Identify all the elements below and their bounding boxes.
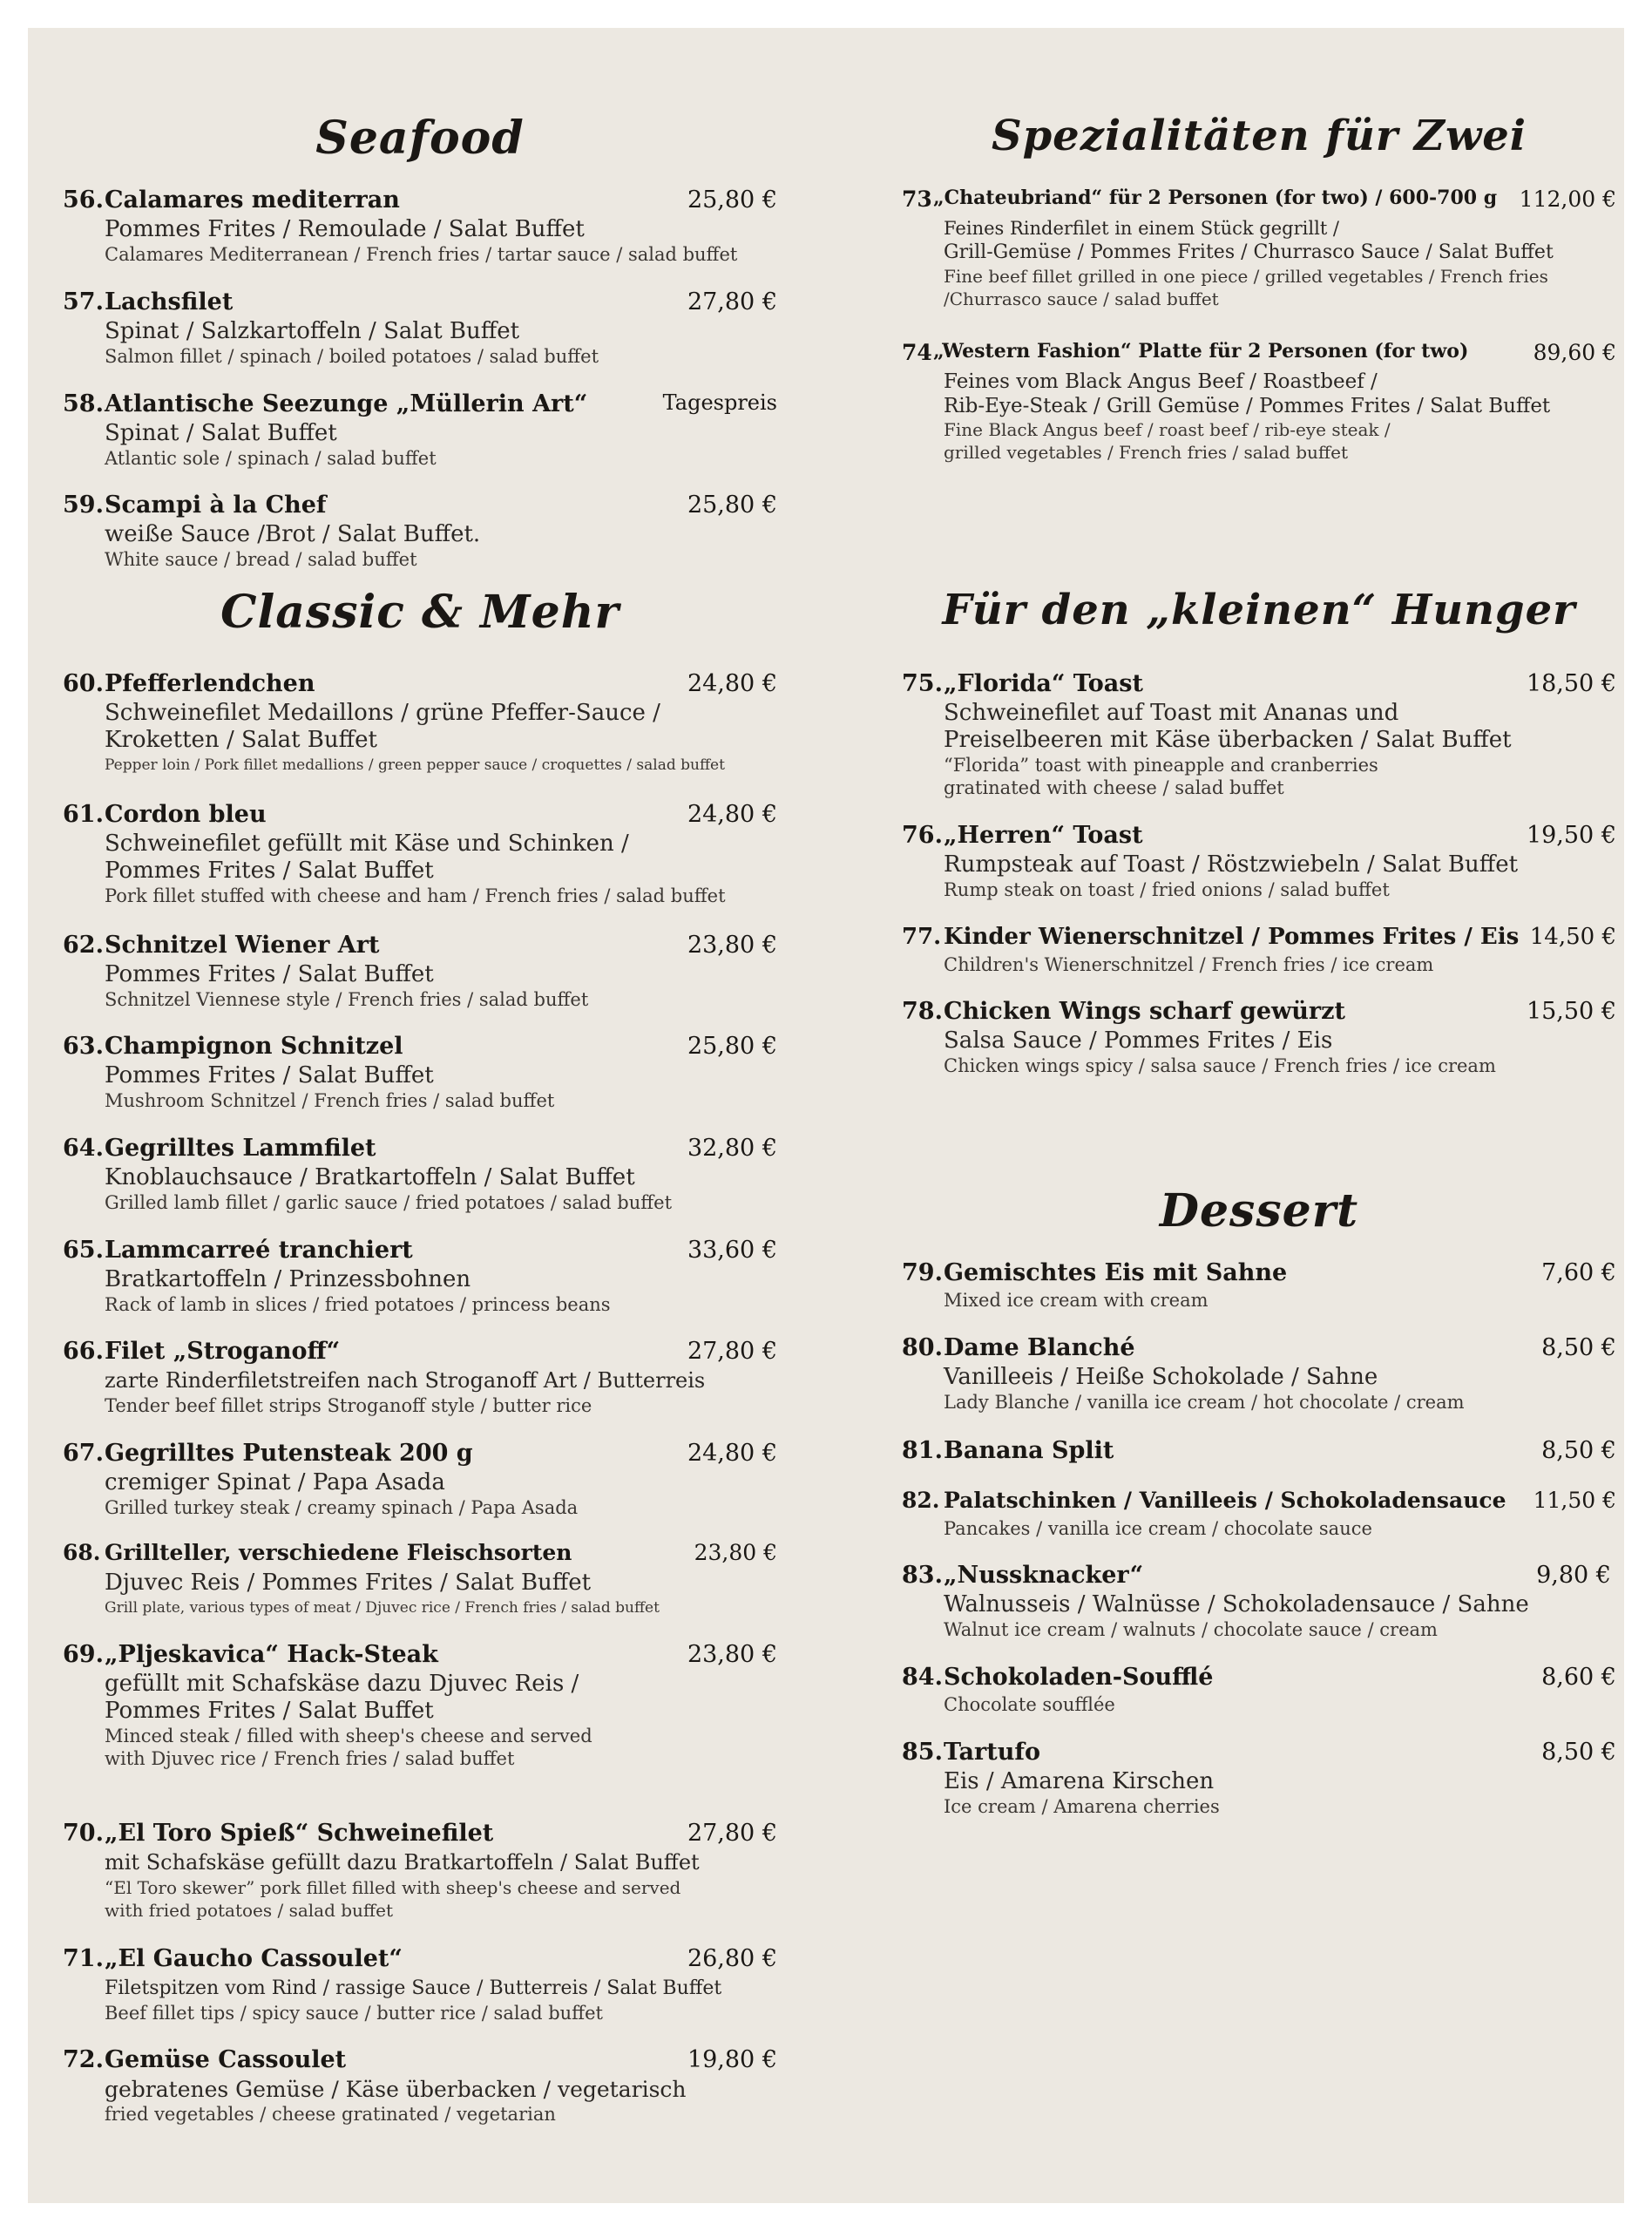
menu-item-81 bbox=[902, 1437, 1616, 1467]
item-translation: Atlantic sole / spinach / salad buffet bbox=[105, 448, 437, 469]
menu-item-80 bbox=[902, 1334, 1616, 1414]
item-number: 73 bbox=[902, 186, 932, 212]
item-translation: Chocolate soufflée bbox=[944, 1694, 1115, 1715]
item-description: Filetspitzen vom Rind / rassige Sauce / Butterreis / Salat Buffet bbox=[105, 1977, 722, 1999]
item-name: Gemüse Cassoulet bbox=[105, 2046, 347, 2073]
item-name: Grillteller, verschiedene Fleischsorten bbox=[105, 1540, 572, 1565]
item-name: „Western Fashion“ Platte für 2 Personen (for two) bbox=[933, 340, 1469, 363]
item-translation: Fine Black Angus beef / roast beef / rib-eye steak / bbox=[944, 419, 1391, 440]
item-description: gebratenes Gemüse / Käse überbacken / vegetarisch bbox=[105, 2077, 687, 2102]
item-price: 32,80 € bbox=[687, 1135, 777, 1162]
item-number: 77. bbox=[902, 924, 942, 950]
zwei-heading: Spezialitäten für Zwei bbox=[991, 112, 1527, 160]
item-description: Spinat / Salzkartoffeln / Salat Buffet bbox=[105, 318, 520, 344]
item-number: 80. bbox=[902, 1334, 943, 1361]
item-description: Knoblauchsauce / Bratkartoffeln / Salat Buffet bbox=[105, 1164, 635, 1190]
item-translation: Fine beef fillet grilled in one piece / grilled vegetables / French fries bbox=[944, 266, 1548, 287]
item-number: 60. bbox=[63, 670, 104, 697]
menu-item-64 bbox=[63, 1135, 777, 1214]
item-translation-line2: with fried potatoes / salad buffet bbox=[105, 1900, 394, 1921]
menu-item-59 bbox=[63, 492, 777, 571]
item-description: Eis / Amarena Kirschen bbox=[944, 1768, 1215, 1794]
item-description: zarte Rinderfiletstreifen nach Stroganoff Art / Butterreis bbox=[105, 1368, 706, 1393]
menu-item-58 bbox=[63, 390, 777, 470]
item-number: 57. bbox=[63, 288, 104, 315]
item-name: Lammcarreé tranchiert bbox=[105, 1237, 413, 1264]
item-name: Palatschinken / Vanilleeis / Schokoladensauce bbox=[944, 1488, 1506, 1513]
item-number: 76. bbox=[902, 822, 943, 849]
item-price: 33,60 € bbox=[687, 1237, 777, 1264]
item-description: cremiger Spinat / Papa Asada bbox=[105, 1469, 445, 1495]
item-name: Pfefferlendchen bbox=[105, 670, 315, 697]
item-number: 64. bbox=[63, 1135, 104, 1162]
menu-item-62 bbox=[63, 932, 777, 1011]
item-description: mit Schafskäse gefüllt dazu Bratkartoffeln / Salat Buffet bbox=[105, 1850, 700, 1875]
item-number: 82. bbox=[902, 1488, 940, 1513]
item-description-line2: Pommes Frites / Salat Buffet bbox=[105, 1698, 434, 1724]
menu-item-57 bbox=[63, 288, 777, 368]
menu-item-77 bbox=[902, 924, 1616, 976]
menu-item-76 bbox=[902, 822, 1616, 901]
item-description: Pommes Frites / Salat Buffet bbox=[105, 1062, 434, 1088]
item-number: 84. bbox=[902, 1664, 943, 1691]
item-number: 74 bbox=[902, 340, 932, 365]
item-price: 24,80 € bbox=[687, 801, 777, 828]
item-price: 9,80 € bbox=[1536, 1562, 1611, 1589]
item-translation: fried vegetables / cheese gratinated / vegetarian bbox=[105, 2104, 556, 2125]
menu-item-84 bbox=[902, 1664, 1616, 1716]
seafood-heading: Seafood bbox=[315, 112, 525, 165]
item-price: 8,60 € bbox=[1541, 1664, 1616, 1691]
item-price: 19,50 € bbox=[1526, 822, 1616, 849]
item-number: 69. bbox=[63, 1641, 104, 1668]
item-price: 27,80 € bbox=[687, 288, 777, 315]
item-number: 62. bbox=[63, 932, 104, 959]
item-description: Schweinefilet Medaillons / grüne Pfeffer-Sauce / bbox=[105, 700, 660, 726]
item-translation-line2: with Djuvec rice / French fries / salad buffet bbox=[105, 1748, 515, 1769]
item-number: 66. bbox=[63, 1338, 104, 1365]
item-description: Pommes Frites / Salat Buffet bbox=[105, 961, 434, 987]
item-translation: Children's Wienerschnitzel / French fries / ice cream bbox=[944, 954, 1434, 975]
item-name: Kinder Wienerschnitzel / Pommes Frites / Eis bbox=[944, 924, 1520, 950]
menu-page bbox=[28, 28, 1624, 2203]
item-price: 19,80 € bbox=[687, 2046, 777, 2073]
menu-item-66 bbox=[63, 1338, 777, 1417]
menu-item-73 bbox=[902, 186, 1616, 310]
item-name: „Nussknacker“ bbox=[944, 1562, 1144, 1589]
item-number: 81. bbox=[902, 1437, 943, 1464]
item-description: Feines Rinderfilet in einem Stück gegrillt / bbox=[944, 218, 1340, 239]
item-number: 71. bbox=[63, 1945, 104, 1972]
item-name: Gegrilltes Putensteak 200 g bbox=[105, 1440, 473, 1467]
item-name: Schokoladen-Soufflé bbox=[944, 1664, 1214, 1691]
menu-item-74 bbox=[902, 340, 1616, 464]
item-name: Calamares mediterran bbox=[105, 186, 400, 214]
item-description: Salsa Sauce / Pommes Frites / Eis bbox=[944, 1027, 1333, 1054]
item-name: „El Gaucho Cassoulet“ bbox=[105, 1945, 403, 1972]
item-number: 78. bbox=[902, 998, 943, 1025]
item-translation: Minced steak / filled with sheep's cheese and served bbox=[105, 1726, 592, 1746]
item-name: Scampi à la Chef bbox=[105, 492, 327, 519]
item-number: 59. bbox=[63, 492, 104, 519]
item-price: 8,50 € bbox=[1541, 1739, 1616, 1766]
item-name: „Chateubriand“ für 2 Personen (for two) / 600-700 g bbox=[933, 186, 1498, 209]
item-price: 25,80 € bbox=[687, 1033, 777, 1060]
item-description: Djuvec Reis / Pommes Frites / Salat Buffet bbox=[105, 1570, 592, 1596]
dessert-heading: Dessert bbox=[1159, 1184, 1359, 1238]
menu-item-85 bbox=[902, 1739, 1616, 1818]
item-translation: Pork fillet stuffed with cheese and ham / French fries / salad buffet bbox=[105, 885, 726, 906]
menu-item-78 bbox=[902, 998, 1616, 1077]
item-translation-line2: grilled vegetables / French fries / salad buffet bbox=[944, 442, 1348, 463]
item-description: gefüllt mit Schafskäse dazu Djuvec Reis / bbox=[105, 1671, 579, 1697]
item-translation: Mushroom Schnitzel / French fries / salad buffet bbox=[105, 1090, 555, 1111]
menu-item-82 bbox=[902, 1488, 1616, 1540]
item-number: 63. bbox=[63, 1033, 104, 1060]
item-number: 61. bbox=[63, 801, 104, 828]
item-name: „Florida“ Toast bbox=[944, 670, 1143, 697]
item-name: Cordon bleu bbox=[105, 801, 267, 828]
item-name: Banana Split bbox=[944, 1437, 1114, 1464]
item-price: 15,50 € bbox=[1526, 998, 1616, 1025]
item-translation: Ice cream / Amarena cherries bbox=[944, 1796, 1220, 1817]
item-price: 24,80 € bbox=[687, 670, 777, 697]
item-number: 68. bbox=[63, 1540, 101, 1565]
item-translation: Pancakes / vanilla ice cream / chocolate sauce bbox=[944, 1518, 1372, 1539]
item-translation: Tender beef fillet strips Stroganoff style / butter rice bbox=[105, 1395, 592, 1416]
menu-item-72 bbox=[63, 2046, 777, 2126]
item-price: 23,80 € bbox=[687, 1641, 777, 1668]
menu-item-67 bbox=[63, 1440, 777, 1519]
item-price: 11,50 € bbox=[1533, 1488, 1616, 1513]
item-translation: Grilled turkey steak / creamy spinach / Papa Asada bbox=[105, 1497, 579, 1518]
item-name: Gegrilltes Lammfilet bbox=[105, 1135, 376, 1162]
item-number: 65. bbox=[63, 1237, 104, 1264]
item-price: 89,60 € bbox=[1533, 340, 1616, 365]
item-description-line2: Preiselbeeren mit Käse überbacken / Salat Buffet bbox=[944, 727, 1512, 753]
menu-item-61 bbox=[63, 801, 777, 907]
item-name: „Herren“ Toast bbox=[944, 822, 1143, 849]
item-number: 70. bbox=[63, 1820, 104, 1847]
item-price: Tagespreis bbox=[662, 390, 777, 415]
item-description: Walnusseis / Walnüsse / Schokoladensauce / Sahne bbox=[944, 1591, 1529, 1617]
item-description: Vanilleeis / Heiße Schokolade / Sahne bbox=[944, 1364, 1378, 1390]
hunger-heading: Für den „kleinen“ Hunger bbox=[942, 586, 1576, 634]
menu-item-68 bbox=[63, 1540, 777, 1619]
item-translation: Chicken wings spicy / salsa sauce / French fries / ice cream bbox=[944, 1055, 1496, 1076]
item-translation: Grill plate, various types of meat / Djuvec rice / French fries / salad buffet bbox=[105, 1599, 660, 1617]
item-description: Pommes Frites / Remoulade / Salat Buffet bbox=[105, 216, 585, 242]
item-translation: Rack of lamb in slices / fried potatoes / princess beans bbox=[105, 1294, 611, 1315]
item-description: Bratkartoffeln / Prinzessbohnen bbox=[105, 1266, 471, 1292]
menu-item-63 bbox=[63, 1033, 777, 1112]
item-price: 18,50 € bbox=[1526, 670, 1616, 697]
item-description-line2: Kroketten / Salat Buffet bbox=[105, 727, 377, 753]
item-name: Filet „Stroganoff“ bbox=[105, 1338, 341, 1365]
menu-item-79 bbox=[902, 1259, 1616, 1312]
item-description: Schweinefilet gefüllt mit Käse und Schinken / bbox=[105, 831, 629, 857]
item-number: 72. bbox=[63, 2046, 104, 2073]
item-description-line2: Grill-Gemüse / Pommes Frites / Churrasco Sauce / Salat Buffet bbox=[944, 241, 1554, 263]
item-price: 27,80 € bbox=[687, 1820, 777, 1847]
menu-item-71 bbox=[63, 1945, 777, 2024]
item-price: 23,80 € bbox=[687, 932, 777, 959]
item-price: 25,80 € bbox=[687, 186, 777, 214]
menu-item-75 bbox=[902, 670, 1616, 799]
menu-item-60 bbox=[63, 670, 777, 776]
classic-heading: Classic & Mehr bbox=[220, 586, 620, 639]
item-price: 24,80 € bbox=[687, 1440, 777, 1467]
item-number: 56. bbox=[63, 186, 104, 214]
item-translation: Pepper loin / Pork fillet medallions / green pepper sauce / croquettes / salad buffet bbox=[105, 756, 725, 774]
item-translation: Schnitzel Viennese style / French fries / salad buffet bbox=[105, 989, 589, 1010]
item-number: 75. bbox=[902, 670, 943, 697]
item-name: „Pljeskavica“ Hack-Steak bbox=[105, 1641, 438, 1668]
item-price: 25,80 € bbox=[687, 492, 777, 519]
item-translation: “El Toro skewer” pork fillet filled with sheep's cheese and served bbox=[105, 1877, 681, 1898]
item-price: 27,80 € bbox=[687, 1338, 777, 1365]
item-description: Feines vom Black Angus Beef / Roastbeef / bbox=[944, 370, 1378, 393]
item-name: Tartufo bbox=[944, 1739, 1040, 1766]
menu-item-70 bbox=[63, 1820, 777, 1922]
item-translation: Grilled lamb fillet / garlic sauce / fried potatoes / salad buffet bbox=[105, 1192, 673, 1213]
item-translation: “Florida” toast with pineapple and cranberries bbox=[944, 755, 1378, 776]
item-description-line2: Pommes Frites / Salat Buffet bbox=[105, 858, 434, 884]
item-number: 79. bbox=[902, 1259, 943, 1286]
item-name: Schnitzel Wiener Art bbox=[105, 932, 380, 959]
item-name: Champignon Schnitzel bbox=[105, 1033, 403, 1060]
item-number: 85. bbox=[902, 1739, 943, 1766]
item-number: 83. bbox=[902, 1562, 943, 1589]
item-name: Gemischtes Eis mit Sahne bbox=[944, 1259, 1288, 1286]
item-description: Rumpsteak auf Toast / Röstzwiebeln / Salat Buffet bbox=[944, 851, 1519, 878]
item-price: 14,50 € bbox=[1529, 924, 1616, 950]
item-description-line2: Rib-Eye-Steak / Grill Gemüse / Pommes Frites / Salat Buffet bbox=[944, 395, 1551, 417]
item-price: 112,00 € bbox=[1519, 186, 1616, 212]
item-translation: Walnut ice cream / walnuts / chocolate sauce / cream bbox=[944, 1619, 1438, 1640]
item-name: Atlantische Seezunge „Müllerin Art“ bbox=[105, 390, 588, 417]
item-name: Dame Blanché bbox=[944, 1334, 1135, 1361]
item-price: 23,80 € bbox=[694, 1540, 777, 1565]
item-translation-line2: /Churrasco sauce / salad buffet bbox=[944, 288, 1219, 309]
menu-item-69 bbox=[63, 1641, 777, 1770]
menu-item-83 bbox=[902, 1562, 1616, 1641]
item-name: „El Toro Spieß“ Schweinefilet bbox=[105, 1820, 494, 1847]
item-number: 58. bbox=[63, 390, 104, 417]
item-price: 26,80 € bbox=[687, 1945, 777, 1972]
item-translation: Salmon fillet / spinach / boiled potatoes / salad buffet bbox=[105, 346, 599, 367]
item-price: 7,60 € bbox=[1541, 1259, 1616, 1286]
item-translation: Lady Blanche / vanilla ice cream / hot chocolate / cream bbox=[944, 1392, 1465, 1413]
item-translation: White sauce / bread / salad buffet bbox=[105, 549, 417, 570]
item-description: weiße Sauce /Brot / Salat Buffet. bbox=[105, 521, 481, 547]
item-name: Chicken Wings scharf gewürzt bbox=[944, 998, 1345, 1025]
item-description: Spinat / Salat Buffet bbox=[105, 420, 337, 446]
item-translation: Rump steak on toast / fried onions / salad buffet bbox=[944, 879, 1390, 900]
menu-item-65 bbox=[63, 1237, 777, 1316]
item-translation: Beef fillet tips / spicy sauce / butter rice / salad buffet bbox=[105, 2003, 603, 2024]
item-translation: Mixed ice cream with cream bbox=[944, 1290, 1209, 1311]
menu-item-56 bbox=[63, 186, 777, 266]
item-price: 8,50 € bbox=[1541, 1334, 1616, 1361]
item-translation-line2: gratinated with cheese / salad buffet bbox=[944, 777, 1284, 798]
item-name: Lachsfilet bbox=[105, 288, 234, 315]
item-description: Schweinefilet auf Toast mit Ananas und bbox=[944, 700, 1399, 726]
item-price: 8,50 € bbox=[1541, 1437, 1616, 1464]
item-number: 67. bbox=[63, 1440, 104, 1467]
item-translation: Calamares Mediterranean / French fries / tartar sauce / salad buffet bbox=[105, 244, 738, 265]
